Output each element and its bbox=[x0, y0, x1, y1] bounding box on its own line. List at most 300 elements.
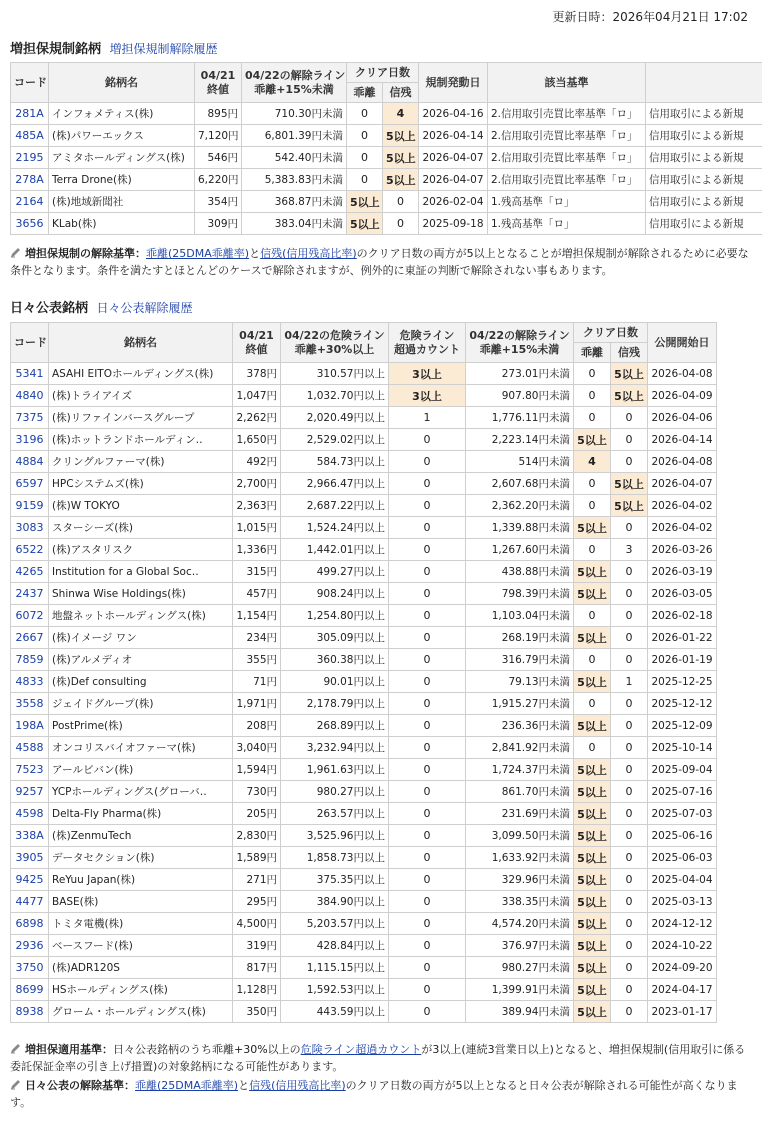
close-price: 315円 bbox=[233, 561, 281, 583]
stock-name: (株)ADR120S bbox=[49, 957, 233, 979]
release-line: 79.13円未満 bbox=[466, 671, 574, 693]
stock-name: BASE(株) bbox=[49, 891, 233, 913]
kairi-clear-days: 5以上 bbox=[574, 583, 611, 605]
shinzan-clear-days: 0 bbox=[611, 649, 648, 671]
danger-line: 1,115.15円以上 bbox=[281, 957, 389, 979]
close-price: 234円 bbox=[233, 627, 281, 649]
table-row bbox=[11, 803, 717, 825]
release-line: 1,103.04円未満 bbox=[466, 605, 574, 627]
table-row bbox=[11, 913, 717, 935]
shinzan-def-link[interactable]: 信残(信用残高比率) bbox=[260, 247, 357, 260]
danger-count: 0 bbox=[389, 1001, 466, 1023]
stock-code-link[interactable]: 278A bbox=[11, 169, 49, 191]
stock-name: オンコリスバイオファーマ(株) bbox=[49, 737, 233, 759]
start-date: 2026-04-02 bbox=[648, 495, 717, 517]
danger-line: 2,020.49円以上 bbox=[281, 407, 389, 429]
col-kairi: 乖離 bbox=[347, 83, 383, 103]
danger-line: 428.84円以上 bbox=[281, 935, 389, 957]
stock-name: (株)ホットランドホールディン‥ bbox=[49, 429, 233, 451]
shinzan-clear-days: 0 bbox=[611, 825, 648, 847]
stock-name: ASAHI EITOホールディングス(株) bbox=[49, 363, 233, 385]
close-price: 2,262円 bbox=[233, 407, 281, 429]
table-row bbox=[11, 671, 717, 693]
stock-code-link[interactable]: 8699 bbox=[11, 979, 49, 1001]
table-row bbox=[11, 429, 717, 451]
stock-name: Terra Drone(株) bbox=[49, 169, 195, 191]
danger-line: 1,254.80円以上 bbox=[281, 605, 389, 627]
danger-line: 980.27円以上 bbox=[281, 781, 389, 803]
danger-count: 0 bbox=[389, 473, 466, 495]
col-shinzan: 信残 bbox=[611, 343, 648, 363]
shinzan-clear-days: 0 bbox=[611, 693, 648, 715]
table-row bbox=[11, 125, 762, 147]
shinzan-def-link[interactable]: 信残(信用残高比率) bbox=[249, 1079, 346, 1092]
table-row bbox=[11, 847, 717, 869]
kairi-clear-days: 5以上 bbox=[574, 869, 611, 891]
stock-code-link[interactable]: 6597 bbox=[11, 473, 49, 495]
close-price: 71円 bbox=[233, 671, 281, 693]
start-date: 2025-07-03 bbox=[648, 803, 717, 825]
stock-code-link[interactable]: 7859 bbox=[11, 649, 49, 671]
table-row bbox=[11, 473, 717, 495]
table-row bbox=[11, 627, 717, 649]
shinzan-clear-days: 0 bbox=[383, 191, 419, 213]
stock-code-link[interactable]: 485A bbox=[11, 125, 49, 147]
danger-line: 3,525.96円以上 bbox=[281, 825, 389, 847]
release-line: 5,383.83円未満 bbox=[242, 169, 347, 191]
close-price: 2,700円 bbox=[233, 473, 281, 495]
release-line: 861.70円未満 bbox=[466, 781, 574, 803]
release-line: 273.01円未満 bbox=[466, 363, 574, 385]
basis: 2.信用取引売買比率基準「ロ」 bbox=[488, 125, 646, 147]
col-kairi: 乖離 bbox=[574, 343, 611, 363]
danger-line: 1,961.63円以上 bbox=[281, 759, 389, 781]
kairi-clear-days: 4 bbox=[574, 451, 611, 473]
stock-code-link[interactable]: 5341 bbox=[11, 363, 49, 385]
table-row bbox=[11, 147, 762, 169]
col-basis: 該当基準 bbox=[488, 63, 646, 103]
kairi-clear-days: 5以上 bbox=[347, 191, 383, 213]
release-line: 2,362.20円未満 bbox=[466, 495, 574, 517]
shinzan-clear-days: 0 bbox=[611, 847, 648, 869]
shinzan-clear-days: 5以上 bbox=[383, 147, 419, 169]
stock-name: ReYuu Japan(株) bbox=[49, 869, 233, 891]
stock-code-link[interactable]: 3656 bbox=[11, 213, 49, 235]
danger-line: 2,529.02円以上 bbox=[281, 429, 389, 451]
stock-code-link[interactable]: 198A bbox=[11, 715, 49, 737]
stock-code-link[interactable]: 4588 bbox=[11, 737, 49, 759]
start-date: 2025-09-04 bbox=[648, 759, 717, 781]
danger-count: 0 bbox=[389, 429, 466, 451]
stock-code-link[interactable]: 6522 bbox=[11, 539, 49, 561]
shinzan-clear-days: 0 bbox=[611, 517, 648, 539]
stock-name: クリングルファーマ(株) bbox=[49, 451, 233, 473]
danger-line: 1,592.53円以上 bbox=[281, 979, 389, 1001]
stock-code-link[interactable]: 9257 bbox=[11, 781, 49, 803]
table-row bbox=[11, 737, 717, 759]
start-date: 2024-04-17 bbox=[648, 979, 717, 1001]
kairi-clear-days: 5以上 bbox=[574, 561, 611, 583]
basis: 2.信用取引売買比率基準「ロ」 bbox=[488, 169, 646, 191]
danger-line: 584.73円以上 bbox=[281, 451, 389, 473]
stock-name: アールビバン(株) bbox=[49, 759, 233, 781]
close-price: 1,336円 bbox=[233, 539, 281, 561]
stock-name: ジェイドグループ(株) bbox=[49, 693, 233, 715]
start-date: 2025-09-18 bbox=[419, 213, 488, 235]
kairi-clear-days: 0 bbox=[347, 169, 383, 191]
release-line: 389.94円未満 bbox=[466, 1001, 574, 1023]
danger-count: 0 bbox=[389, 847, 466, 869]
danger-line: 384.90円以上 bbox=[281, 891, 389, 913]
table-row bbox=[11, 649, 717, 671]
danger-count: 0 bbox=[389, 759, 466, 781]
release-line: 329.96円未満 bbox=[466, 869, 574, 891]
close-price: 1,971円 bbox=[233, 693, 281, 715]
danger-line: 310.57円以上 bbox=[281, 363, 389, 385]
kairi-clear-days: 5以上 bbox=[347, 213, 383, 235]
shinzan-clear-days: 0 bbox=[611, 561, 648, 583]
shinzan-clear-days: 5以上 bbox=[611, 473, 648, 495]
stock-code-link[interactable]: 3558 bbox=[11, 693, 49, 715]
danger-count: 0 bbox=[389, 561, 466, 583]
danger-count: 0 bbox=[389, 935, 466, 957]
danger-line: 375.35円以上 bbox=[281, 869, 389, 891]
close-price: 319円 bbox=[233, 935, 281, 957]
close-price: 817円 bbox=[233, 957, 281, 979]
stock-code-link[interactable]: 3083 bbox=[11, 517, 49, 539]
close-price: 355円 bbox=[233, 649, 281, 671]
danger-count-def-link[interactable]: 危険ライン超過カウント bbox=[300, 1043, 422, 1056]
stock-code-link[interactable]: 6072 bbox=[11, 605, 49, 627]
close-price: 2,363円 bbox=[233, 495, 281, 517]
danger-count: 0 bbox=[389, 781, 466, 803]
release-line: 542.40円未満 bbox=[242, 147, 347, 169]
danger-count: 0 bbox=[389, 913, 466, 935]
kairi-clear-days: 5以上 bbox=[574, 1001, 611, 1023]
release-line: 316.79円未満 bbox=[466, 649, 574, 671]
shinzan-clear-days: 0 bbox=[611, 605, 648, 627]
kairi-clear-days: 5以上 bbox=[574, 825, 611, 847]
start-date: 2025-12-25 bbox=[648, 671, 717, 693]
col-start-date: 規制発動日 bbox=[419, 63, 488, 103]
shinzan-clear-days: 0 bbox=[611, 781, 648, 803]
close-price: 378円 bbox=[233, 363, 281, 385]
table-row bbox=[11, 781, 717, 803]
table-row bbox=[11, 213, 762, 235]
kairi-clear-days: 0 bbox=[574, 363, 611, 385]
close-price: 309円 bbox=[195, 213, 242, 235]
updated-timestamp: 更新日時：2026年04月21日 17:02 bbox=[552, 10, 748, 24]
margin-section-title bbox=[10, 38, 218, 57]
daily-section-title bbox=[10, 297, 193, 316]
shinzan-clear-days: 1 bbox=[611, 671, 648, 693]
stock-name: PostPrime(株) bbox=[49, 715, 233, 737]
danger-line: 1,524.24円以上 bbox=[281, 517, 389, 539]
danger-line: 263.57円以上 bbox=[281, 803, 389, 825]
release-line: 231.69円未満 bbox=[466, 803, 574, 825]
release-line: 368.87円未満 bbox=[242, 191, 347, 213]
kairi-clear-days: 5以上 bbox=[574, 517, 611, 539]
danger-count: 0 bbox=[389, 979, 466, 1001]
stock-name: データセクション(株) bbox=[49, 847, 233, 869]
shinzan-clear-days: 0 bbox=[611, 627, 648, 649]
danger-line: 908.24円以上 bbox=[281, 583, 389, 605]
danger-count: 0 bbox=[389, 737, 466, 759]
kairi-clear-days: 5以上 bbox=[574, 781, 611, 803]
danger-count: 1 bbox=[389, 407, 466, 429]
stock-code-link[interactable]: 2195 bbox=[11, 147, 49, 169]
danger-count: 3以上 bbox=[389, 363, 466, 385]
table-row bbox=[11, 191, 762, 213]
stock-code-link[interactable]: 3905 bbox=[11, 847, 49, 869]
close-price: 895円 bbox=[195, 103, 242, 125]
col-close: 04/21 終値 bbox=[195, 63, 242, 103]
kairi-clear-days: 0 bbox=[574, 407, 611, 429]
danger-line: 3,232.94円以上 bbox=[281, 737, 389, 759]
stock-name: アミタホールディングス(株) bbox=[49, 147, 195, 169]
stock-code-link[interactable]: 8938 bbox=[11, 1001, 49, 1023]
release-line: 1,776.11円未満 bbox=[466, 407, 574, 429]
close-price: 1,015円 bbox=[233, 517, 281, 539]
table-row bbox=[11, 407, 717, 429]
stock-code-link[interactable]: 7523 bbox=[11, 759, 49, 781]
close-price: 1,594円 bbox=[233, 759, 281, 781]
pencil-note-icon bbox=[10, 1079, 22, 1090]
daily-table bbox=[10, 322, 717, 1023]
table-row bbox=[11, 385, 717, 407]
kairi-clear-days: 5以上 bbox=[574, 803, 611, 825]
kairi-clear-days: 0 bbox=[574, 385, 611, 407]
table-row bbox=[11, 451, 717, 473]
stock-code-link[interactable]: 281A bbox=[11, 103, 49, 125]
stock-code-link[interactable]: 4598 bbox=[11, 803, 49, 825]
stock-name: (株)W TOKYO bbox=[49, 495, 233, 517]
stock-name: (株)アルメディオ bbox=[49, 649, 233, 671]
shinzan-clear-days: 5以上 bbox=[383, 125, 419, 147]
shinzan-clear-days: 0 bbox=[611, 715, 648, 737]
release-line: 268.19円未満 bbox=[466, 627, 574, 649]
table-row bbox=[11, 759, 717, 781]
table-row bbox=[11, 979, 717, 1001]
release-line: 980.27円未満 bbox=[466, 957, 574, 979]
stock-code-link[interactable]: 2164 bbox=[11, 191, 49, 213]
danger-line: 1,858.73円以上 bbox=[281, 847, 389, 869]
basis: 1.残高基準「ロ」 bbox=[488, 213, 646, 235]
stock-code-link[interactable]: 2437 bbox=[11, 583, 49, 605]
stock-code-link[interactable]: 2667 bbox=[11, 627, 49, 649]
kairi-clear-days: 0 bbox=[574, 473, 611, 495]
basis-detail: 信用取引による新規 bbox=[646, 213, 762, 235]
close-price: 6,220円 bbox=[195, 169, 242, 191]
danger-line: 268.89円以上 bbox=[281, 715, 389, 737]
kairi-clear-days: 0 bbox=[347, 103, 383, 125]
danger-count: 0 bbox=[389, 869, 466, 891]
kairi-clear-days: 0 bbox=[574, 605, 611, 627]
close-price: 7,120円 bbox=[195, 125, 242, 147]
start-date: 2026-04-08 bbox=[648, 451, 717, 473]
shinzan-clear-days: 0 bbox=[611, 407, 648, 429]
shinzan-clear-days: 0 bbox=[611, 957, 648, 979]
table-row bbox=[11, 605, 717, 627]
col-shinzan: 信残 bbox=[383, 83, 419, 103]
start-date: 2024-10-22 bbox=[648, 935, 717, 957]
pencil-note-icon bbox=[10, 247, 22, 258]
stock-code-link[interactable]: 3196 bbox=[11, 429, 49, 451]
stock-code-link[interactable]: 4265 bbox=[11, 561, 49, 583]
stock-code-link[interactable]: 9425 bbox=[11, 869, 49, 891]
start-date: 2023-01-17 bbox=[648, 1001, 717, 1023]
stock-name: Delta-Fly Pharma(株) bbox=[49, 803, 233, 825]
col-name: 銘柄名 bbox=[49, 323, 233, 363]
kairi-clear-days: 0 bbox=[347, 125, 383, 147]
shinzan-clear-days: 0 bbox=[611, 1001, 648, 1023]
pencil-note-icon bbox=[10, 1043, 22, 1054]
shinzan-clear-days: 5以上 bbox=[611, 495, 648, 517]
table-row bbox=[11, 1001, 717, 1023]
danger-line: 2,966.47円以上 bbox=[281, 473, 389, 495]
shinzan-clear-days: 0 bbox=[611, 737, 648, 759]
basis-detail: 信用取引による新規 bbox=[646, 191, 762, 213]
table-row bbox=[11, 363, 717, 385]
danger-count: 0 bbox=[389, 539, 466, 561]
release-line: 2,223.14円未満 bbox=[466, 429, 574, 451]
danger-count: 3以上 bbox=[389, 385, 466, 407]
kairi-clear-days: 5以上 bbox=[574, 913, 611, 935]
stock-code-link[interactable]: 4884 bbox=[11, 451, 49, 473]
daily-history-link[interactable]: 日々公表解除履歴 bbox=[96, 301, 193, 315]
table-row bbox=[11, 693, 717, 715]
stock-code-link[interactable]: 6898 bbox=[11, 913, 49, 935]
close-price: 1,589円 bbox=[233, 847, 281, 869]
stock-code-link[interactable]: 3750 bbox=[11, 957, 49, 979]
release-line: 1,339.88円未満 bbox=[466, 517, 574, 539]
daily-title: 日々公表銘柄 bbox=[10, 301, 89, 316]
release-line: 1,724.37円未満 bbox=[466, 759, 574, 781]
col-code: コード bbox=[11, 63, 49, 103]
start-date: 2026-04-07 bbox=[648, 473, 717, 495]
release-line: 236.36円未満 bbox=[466, 715, 574, 737]
kairi-clear-days: 5以上 bbox=[574, 935, 611, 957]
danger-count: 0 bbox=[389, 495, 466, 517]
danger-count: 0 bbox=[389, 583, 466, 605]
danger-count: 0 bbox=[389, 891, 466, 913]
stock-code-link[interactable]: 338A bbox=[11, 825, 49, 847]
release-line: 1,267.60円未満 bbox=[466, 539, 574, 561]
col-code: コード bbox=[11, 323, 49, 363]
table-row bbox=[11, 583, 717, 605]
kairi-clear-days: 5以上 bbox=[574, 847, 611, 869]
start-date: 2026-02-18 bbox=[648, 605, 717, 627]
table-row bbox=[11, 495, 717, 517]
stock-name: (株)リファインバースグループ bbox=[49, 407, 233, 429]
close-price: 208円 bbox=[233, 715, 281, 737]
stock-code-link[interactable]: 4477 bbox=[11, 891, 49, 913]
col-start-date: 公開開始日 bbox=[648, 323, 717, 363]
danger-line: 305.09円以上 bbox=[281, 627, 389, 649]
col-extra bbox=[646, 63, 762, 103]
shinzan-clear-days: 3 bbox=[611, 539, 648, 561]
danger-count: 0 bbox=[389, 803, 466, 825]
kairi-def-link[interactable]: 乖離(25DMA乖離率) bbox=[146, 247, 250, 260]
stock-code-link[interactable]: 4833 bbox=[11, 671, 49, 693]
stock-name: YCPホールディングス(グローバ‥ bbox=[49, 781, 233, 803]
shinzan-clear-days: 0 bbox=[611, 583, 648, 605]
col-danger-line: 04/22の危険ライン 乖離+30%以上 bbox=[281, 323, 389, 363]
danger-count: 0 bbox=[389, 451, 466, 473]
kairi-clear-days: 5以上 bbox=[574, 429, 611, 451]
kairi-def-link[interactable]: 乖離(25DMA乖離率) bbox=[135, 1079, 239, 1092]
release-line: 6,801.39円未満 bbox=[242, 125, 347, 147]
stock-name: Institution for a Global Soc‥ bbox=[49, 561, 233, 583]
close-price: 457円 bbox=[233, 583, 281, 605]
shinzan-clear-days: 4 bbox=[383, 103, 419, 125]
danger-line: 90.01円以上 bbox=[281, 671, 389, 693]
stock-name: HPCシステムズ(株) bbox=[49, 473, 233, 495]
start-date: 2026-04-16 bbox=[419, 103, 488, 125]
col-close: 04/21 終値 bbox=[233, 323, 281, 363]
basis-detail: 信用取引による新規 bbox=[646, 147, 762, 169]
danger-count: 0 bbox=[389, 825, 466, 847]
start-date: 2026-04-02 bbox=[648, 517, 717, 539]
start-date: 2025-03-13 bbox=[648, 891, 717, 913]
stock-name: (株)ZenmuTech bbox=[49, 825, 233, 847]
daily-release-note: 日々公表の解除基準：乖離(25DMA乖離率)と信残(信用残高比率)のクリア日数の両方が5以上となると日々公表が解除される可能性が高くなります。 bbox=[10, 1079, 738, 1109]
margin-history-link[interactable]: 増担保規制解除履歴 bbox=[109, 42, 218, 56]
close-price: 4,500円 bbox=[233, 913, 281, 935]
stock-code-link[interactable]: 7375 bbox=[11, 407, 49, 429]
col-name: 銘柄名 bbox=[49, 63, 195, 103]
shinzan-clear-days: 0 bbox=[611, 913, 648, 935]
shinzan-clear-days: 0 bbox=[611, 979, 648, 1001]
shinzan-clear-days: 5以上 bbox=[611, 363, 648, 385]
danger-count: 0 bbox=[389, 517, 466, 539]
stock-code-link[interactable]: 9159 bbox=[11, 495, 49, 517]
table-row bbox=[11, 957, 717, 979]
stock-name: (株)地域新聞社 bbox=[49, 191, 195, 213]
margin-release-note: 増担保規制の解除基準：乖離(25DMA乖離率)と信残(信用残高比率)のクリア日数の両方が5以上となることが増担保規制が解除されるために必要な条件となります。条件を満たすとほとんどのケースで解除されますが、例外的に東証の判断で解除されない事もあります。 bbox=[10, 247, 749, 277]
release-line: 710.30円未満 bbox=[242, 103, 347, 125]
stock-code-link[interactable]: 4840 bbox=[11, 385, 49, 407]
start-date: 2026-02-04 bbox=[419, 191, 488, 213]
stock-name: (株)パワーエックス bbox=[49, 125, 195, 147]
danger-line: 360.38円以上 bbox=[281, 649, 389, 671]
start-date: 2026-04-07 bbox=[419, 169, 488, 191]
close-price: 1,154円 bbox=[233, 605, 281, 627]
release-line: 798.39円未満 bbox=[466, 583, 574, 605]
margin-title: 増担保規制銘柄 bbox=[10, 42, 102, 57]
danger-count: 0 bbox=[389, 671, 466, 693]
start-date: 2025-04-04 bbox=[648, 869, 717, 891]
start-date: 2024-12-12 bbox=[648, 913, 717, 935]
kairi-clear-days: 0 bbox=[574, 495, 611, 517]
basis-detail: 信用取引による新規 bbox=[646, 169, 762, 191]
stock-name: インフォメティス(株) bbox=[49, 103, 195, 125]
table-row bbox=[11, 539, 717, 561]
start-date: 2024-09-20 bbox=[648, 957, 717, 979]
close-price: 492円 bbox=[233, 451, 281, 473]
stock-name: トミタ電機(株) bbox=[49, 913, 233, 935]
table-row bbox=[11, 715, 717, 737]
danger-line: 2,178.79円以上 bbox=[281, 693, 389, 715]
table-row bbox=[11, 517, 717, 539]
start-date: 2025-06-16 bbox=[648, 825, 717, 847]
start-date: 2026-04-06 bbox=[648, 407, 717, 429]
close-price: 730円 bbox=[233, 781, 281, 803]
close-price: 295円 bbox=[233, 891, 281, 913]
stock-code-link[interactable]: 2936 bbox=[11, 935, 49, 957]
start-date: 2025-07-16 bbox=[648, 781, 717, 803]
danger-count: 0 bbox=[389, 605, 466, 627]
